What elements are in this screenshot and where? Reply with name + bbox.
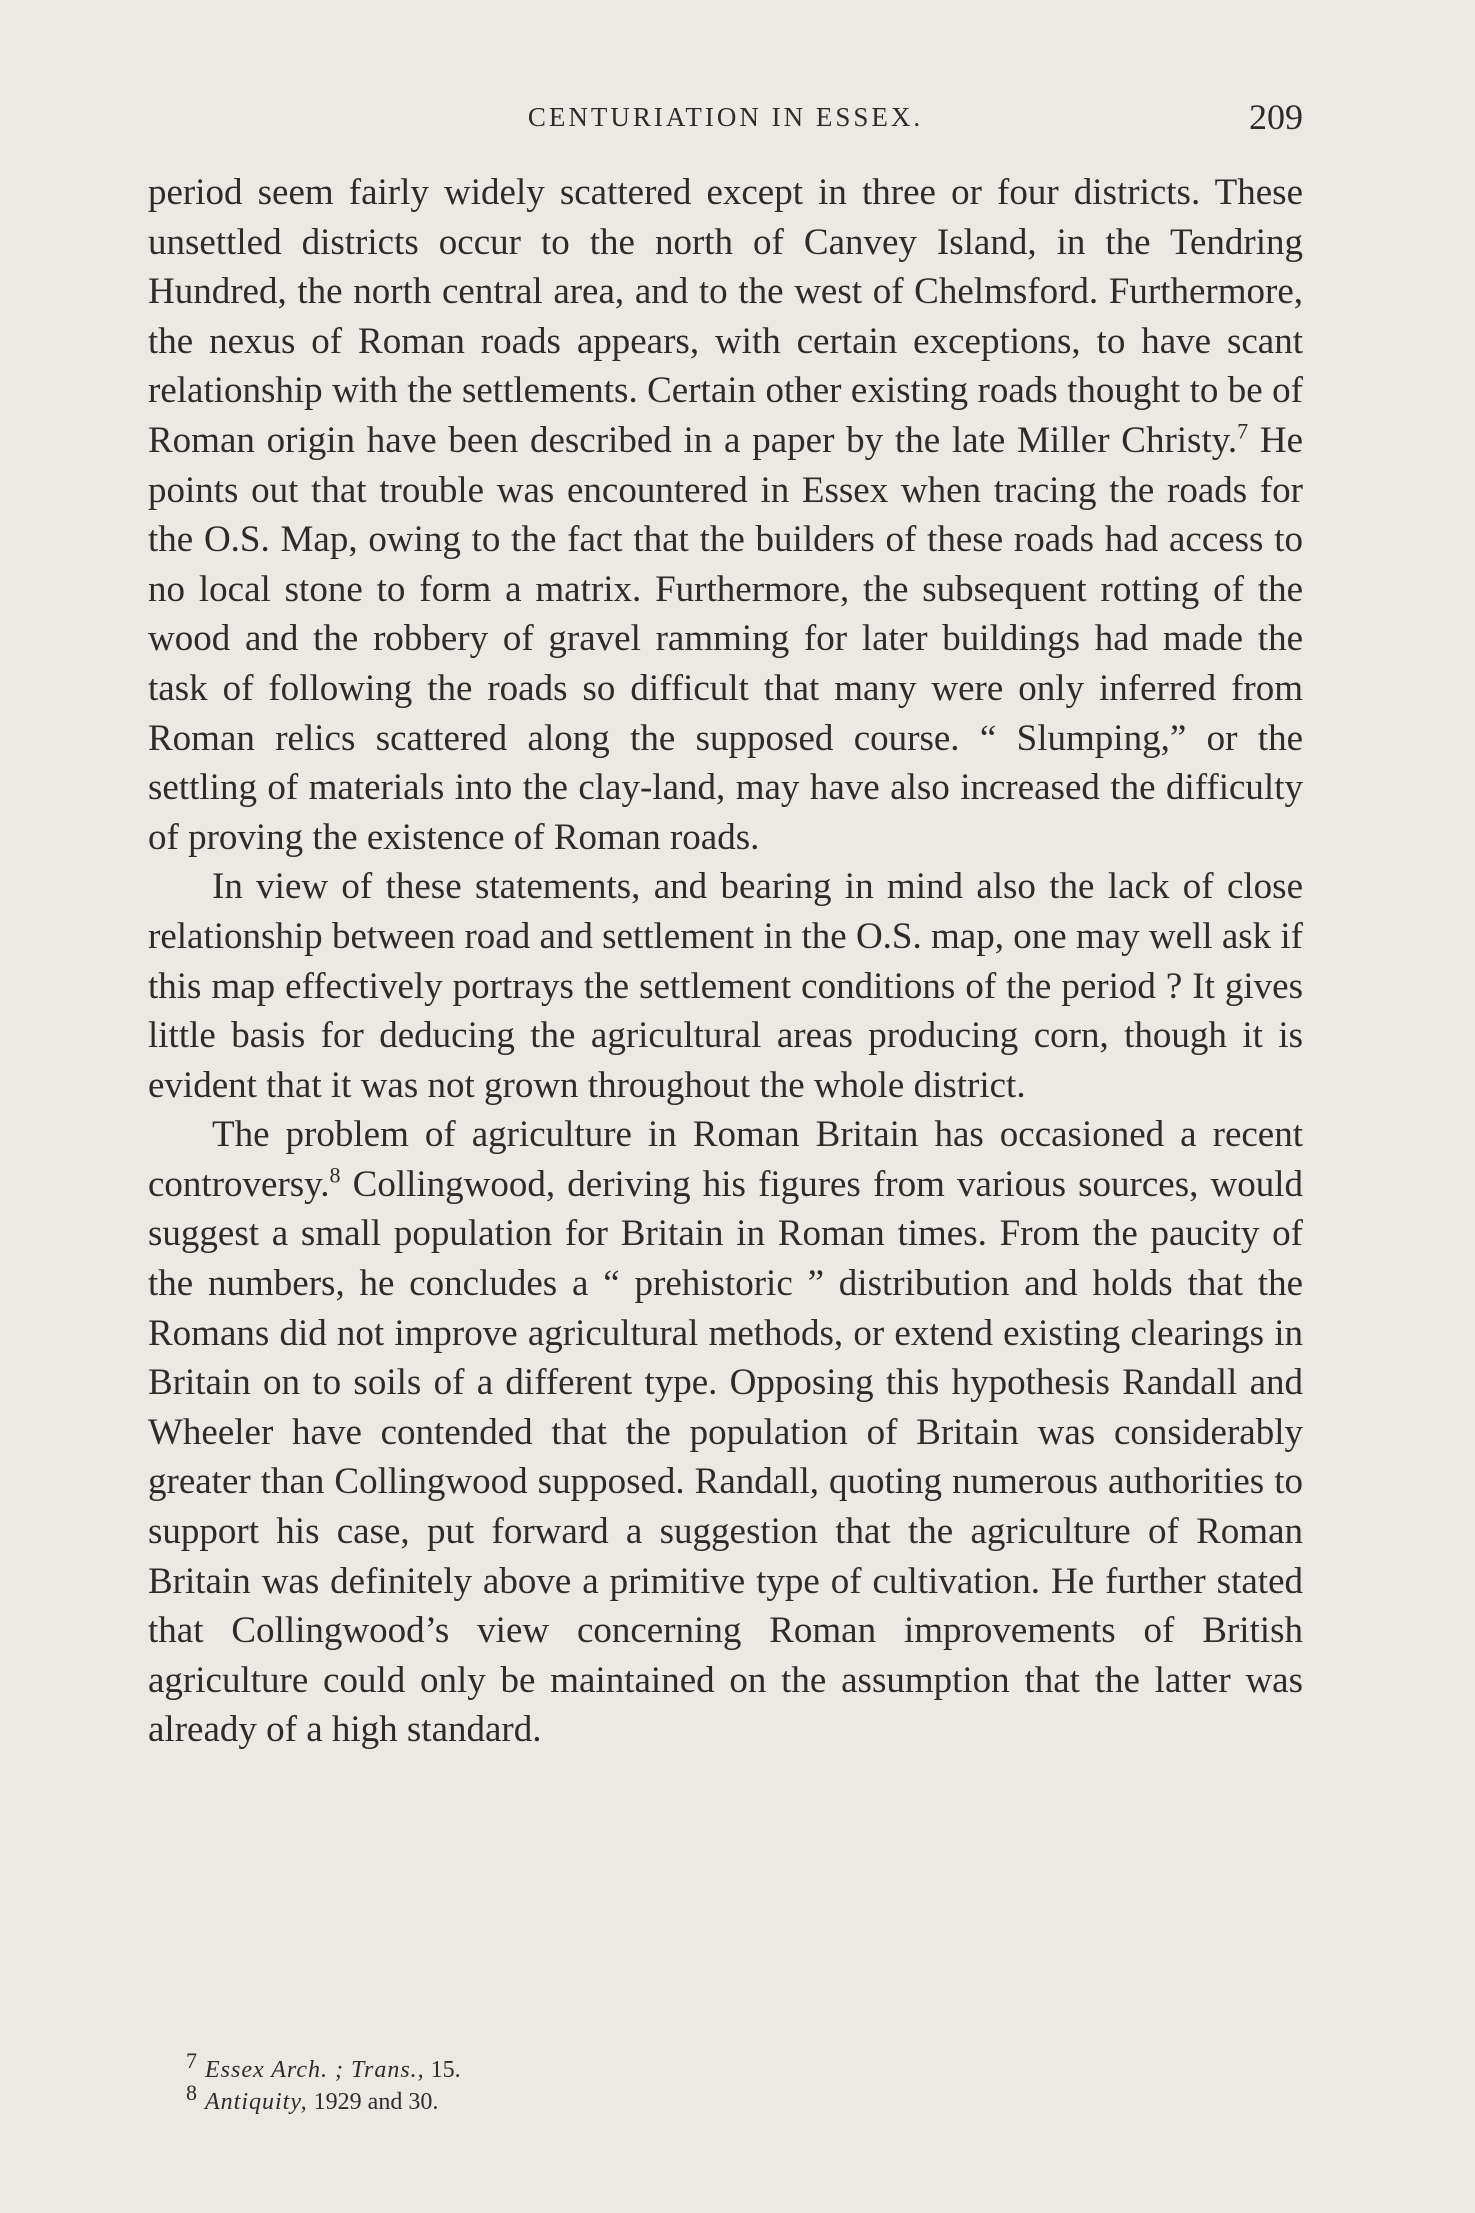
paragraph-1 [148, 168, 1303, 862]
footnote-ref-8: 8 [329, 1162, 341, 1188]
paragraph-3-text-b: Collingwood, deriving his figures from various sources, would suggest a small population for Britain in Roman times. From the paucity of the numbers, he concludes a “ prehistoric ” distribution and holds that the Romans did not improve agricultural methods, or extend existing clearings in Britain on to soils of a different type. Opposing this hypothesis Randall and Wheeler have contended that the population of Britain was considerably greater than Collingwood supposed. Randall, quoting numerous authorities to support his case, put forward a suggestion that the agriculture of Roman Britain was definitely above a primitive type of cultivation. He further stated that Collingwood’s view concerning Roman improvements of British agriculture could only be maintained on the assumption that the latter was already of a high standard. [148, 1163, 1303, 1751]
paragraph-3-text-a: The problem of agriculture in Roman Britain has occasioned a recent controversy. [148, 1114, 1303, 1205]
footnote-source: Essex Arch. ; Trans., [205, 2057, 425, 2083]
footnote-detail: 1929 and 30. [307, 2089, 439, 2115]
paragraph-2: In view of these statements, and bearing in mind also the lack of close relationship between road and settlement in the O.S. map, one may well ask if this map effectively portrays the settlement conditions of the period ? It gives little basis for deducing the agricultural areas producing corn, though it is evident that it was not grown throughout the whole district. [148, 866, 1303, 1106]
paragraph-1-text-b: He points out that trouble was encountered in Essex when tracing the roads for the O.S. Map, owing to the fact that the builders of these roads had access to no local stone to form a matrix. Furthermore, the subsequent rotting of the wood and the robbery of gravel ramming for later buildings had made the task of following the roads so difficult that many were only inferred from Roman relics scattered along the supposed course. “ Slumping,” or the settling of materials into the clay-land, may have also increased the difficulty of proving the existence of Roman roads. [148, 419, 1303, 858]
body-text [148, 168, 1303, 1755]
footnotes [186, 2048, 1086, 2118]
footnote-source: Antiquity, [205, 2089, 308, 2115]
footnote-number: 7 [186, 2048, 197, 2073]
footnote-7 [186, 2048, 1086, 2086]
page-number: 209 [1249, 97, 1303, 137]
footnote-8 [186, 2080, 1086, 2118]
running-title: CENTURIATION IN ESSEX. [527, 102, 924, 132]
footnote-ref-7: 7 [1237, 418, 1249, 444]
running-head [148, 92, 1303, 142]
paragraph-1-text-a: period seem fairly widely scattered except in three or four districts. These unsettled districts occur to the north of Canvey Island, in the Tendring Hundred, the north central area, and to the west of Chelmsford. Furthermore, the nexus of Roman roads appears, with certain exceptions, to have scant relationship with the settlements. Certain other existing roads thought to be of Roman origin have been described in a paper by the late Miller Christy. [148, 172, 1303, 461]
footnote-detail: 15. [424, 2057, 461, 2083]
footnote-number: 8 [186, 2080, 197, 2105]
paragraph-3 [148, 1110, 1303, 1755]
